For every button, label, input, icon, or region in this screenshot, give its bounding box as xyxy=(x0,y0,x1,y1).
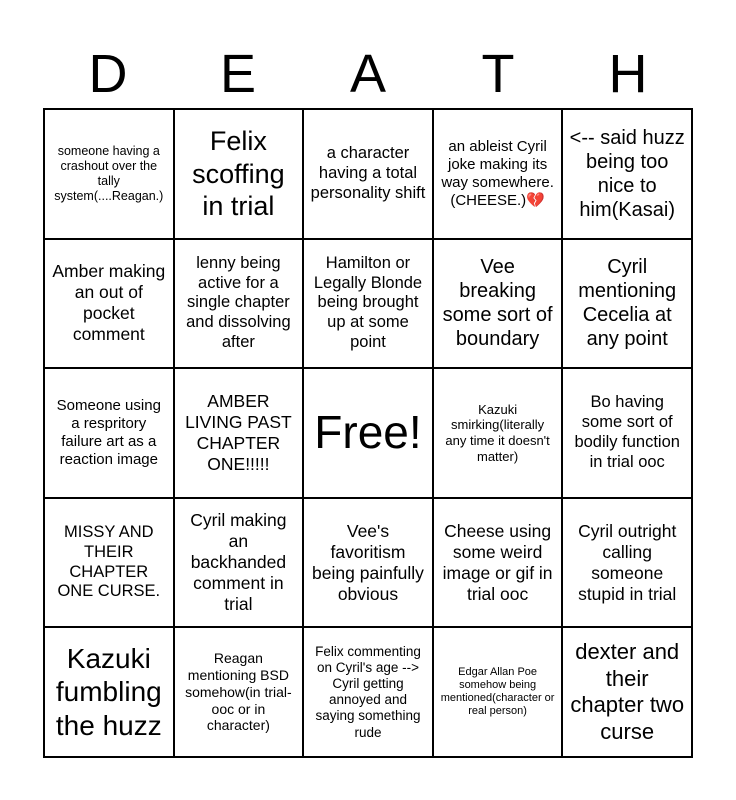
bingo-title xyxy=(43,40,693,108)
bingo-cell[interactable] xyxy=(44,109,174,239)
bingo-grid xyxy=(43,108,693,758)
cell-text: MISSY AND THEIR CHAPTER ONE CURSE. xyxy=(57,523,161,601)
cell-text: someone having a crashout over the tally system(....Reagan.) xyxy=(54,143,164,203)
cell-text: Someone using a respritory failure art as a reaction image xyxy=(56,396,161,468)
bingo-cell[interactable] xyxy=(433,498,563,628)
cell-text: AMBER LIVING PAST CHAPTER ONE!!!!! xyxy=(185,390,292,474)
title-letter-t: T xyxy=(481,44,515,104)
bingo-cell[interactable] xyxy=(44,239,174,369)
bingo-cell[interactable] xyxy=(562,627,692,757)
cell-text: lenny being active for a single chapter and dissolving after xyxy=(186,253,291,352)
free-space: Free! xyxy=(314,406,422,459)
cell-text: Hamilton or Legally Blonde being brought up at some point xyxy=(313,253,423,352)
bingo-cell[interactable] xyxy=(174,368,304,498)
bingo-cell[interactable] xyxy=(562,109,692,239)
cell-text: Amber making an out of pocket comment xyxy=(52,261,166,345)
bingo-cell[interactable] xyxy=(44,368,174,498)
cell-text: <-- said huzz being too nice to him(Kasai) xyxy=(569,126,685,221)
cell-text: Reagan mentioning BSD somehow(in trial-ooc or in character) xyxy=(185,650,292,734)
bingo-cell[interactable] xyxy=(174,498,304,628)
cell-text: Felix commenting on Cyril's age --> Cyril getting annoyed and saying something rude xyxy=(315,643,421,740)
cell-text: Cyril making an backhanded comment in trial xyxy=(190,510,287,615)
bingo-cell[interactable] xyxy=(44,627,174,757)
cell-text: Vee breaking some sort of boundary xyxy=(442,256,553,351)
bingo-cell[interactable] xyxy=(303,498,433,628)
title-letter-h: H xyxy=(608,44,648,104)
cell-text: Kazuki smirking(literally any time it doesn't matter) xyxy=(445,401,550,464)
bingo-cell[interactable] xyxy=(174,239,304,369)
cell-text: Cyril outright calling someone stupid in trial xyxy=(578,520,677,604)
cell-text: dexter and their chapter two curse xyxy=(570,639,685,744)
bingo-cell[interactable] xyxy=(44,498,174,628)
bingo-cell[interactable] xyxy=(303,239,433,369)
cell-text: Vee's favoritism being painfully obvious xyxy=(312,520,424,604)
cell-text: Cyril mentioning Cecelia at any point xyxy=(578,256,677,351)
bingo-cell[interactable] xyxy=(433,109,563,239)
cell-text: Edgar Allan Poe somehow being mentioned(character or real person) xyxy=(440,665,555,718)
bingo-cell[interactable] xyxy=(433,239,563,369)
title-letter-d: D xyxy=(88,44,128,104)
bingo-cell[interactable] xyxy=(174,109,304,239)
cell-text: Felix scoffing in trial xyxy=(192,126,285,221)
cell-text: a character having a total personality shift xyxy=(310,144,426,202)
title-letter-e: E xyxy=(219,44,257,104)
bingo-cell[interactable] xyxy=(562,368,692,498)
bingo-cell[interactable] xyxy=(433,368,563,498)
cell-text: Bo having some sort of bodily function in trial ooc xyxy=(574,393,680,471)
bingo-cell[interactable] xyxy=(433,627,563,757)
title-letter-a: A xyxy=(349,44,387,104)
bingo-cell[interactable] xyxy=(303,109,433,239)
cell-text: Kazuki fumbling the huzz xyxy=(55,642,162,741)
bingo-cell[interactable] xyxy=(303,368,433,498)
bingo-cell[interactable] xyxy=(562,498,692,628)
cell-text: Cheese using some weird image or gif in trial ooc xyxy=(442,520,553,604)
cell-text: an ableist Cyril joke making its way somewhere.(CHEESE.)💔 xyxy=(441,137,554,209)
bingo-cell[interactable] xyxy=(303,627,433,757)
bingo-cell[interactable] xyxy=(562,239,692,369)
bingo-cell[interactable] xyxy=(174,627,304,757)
